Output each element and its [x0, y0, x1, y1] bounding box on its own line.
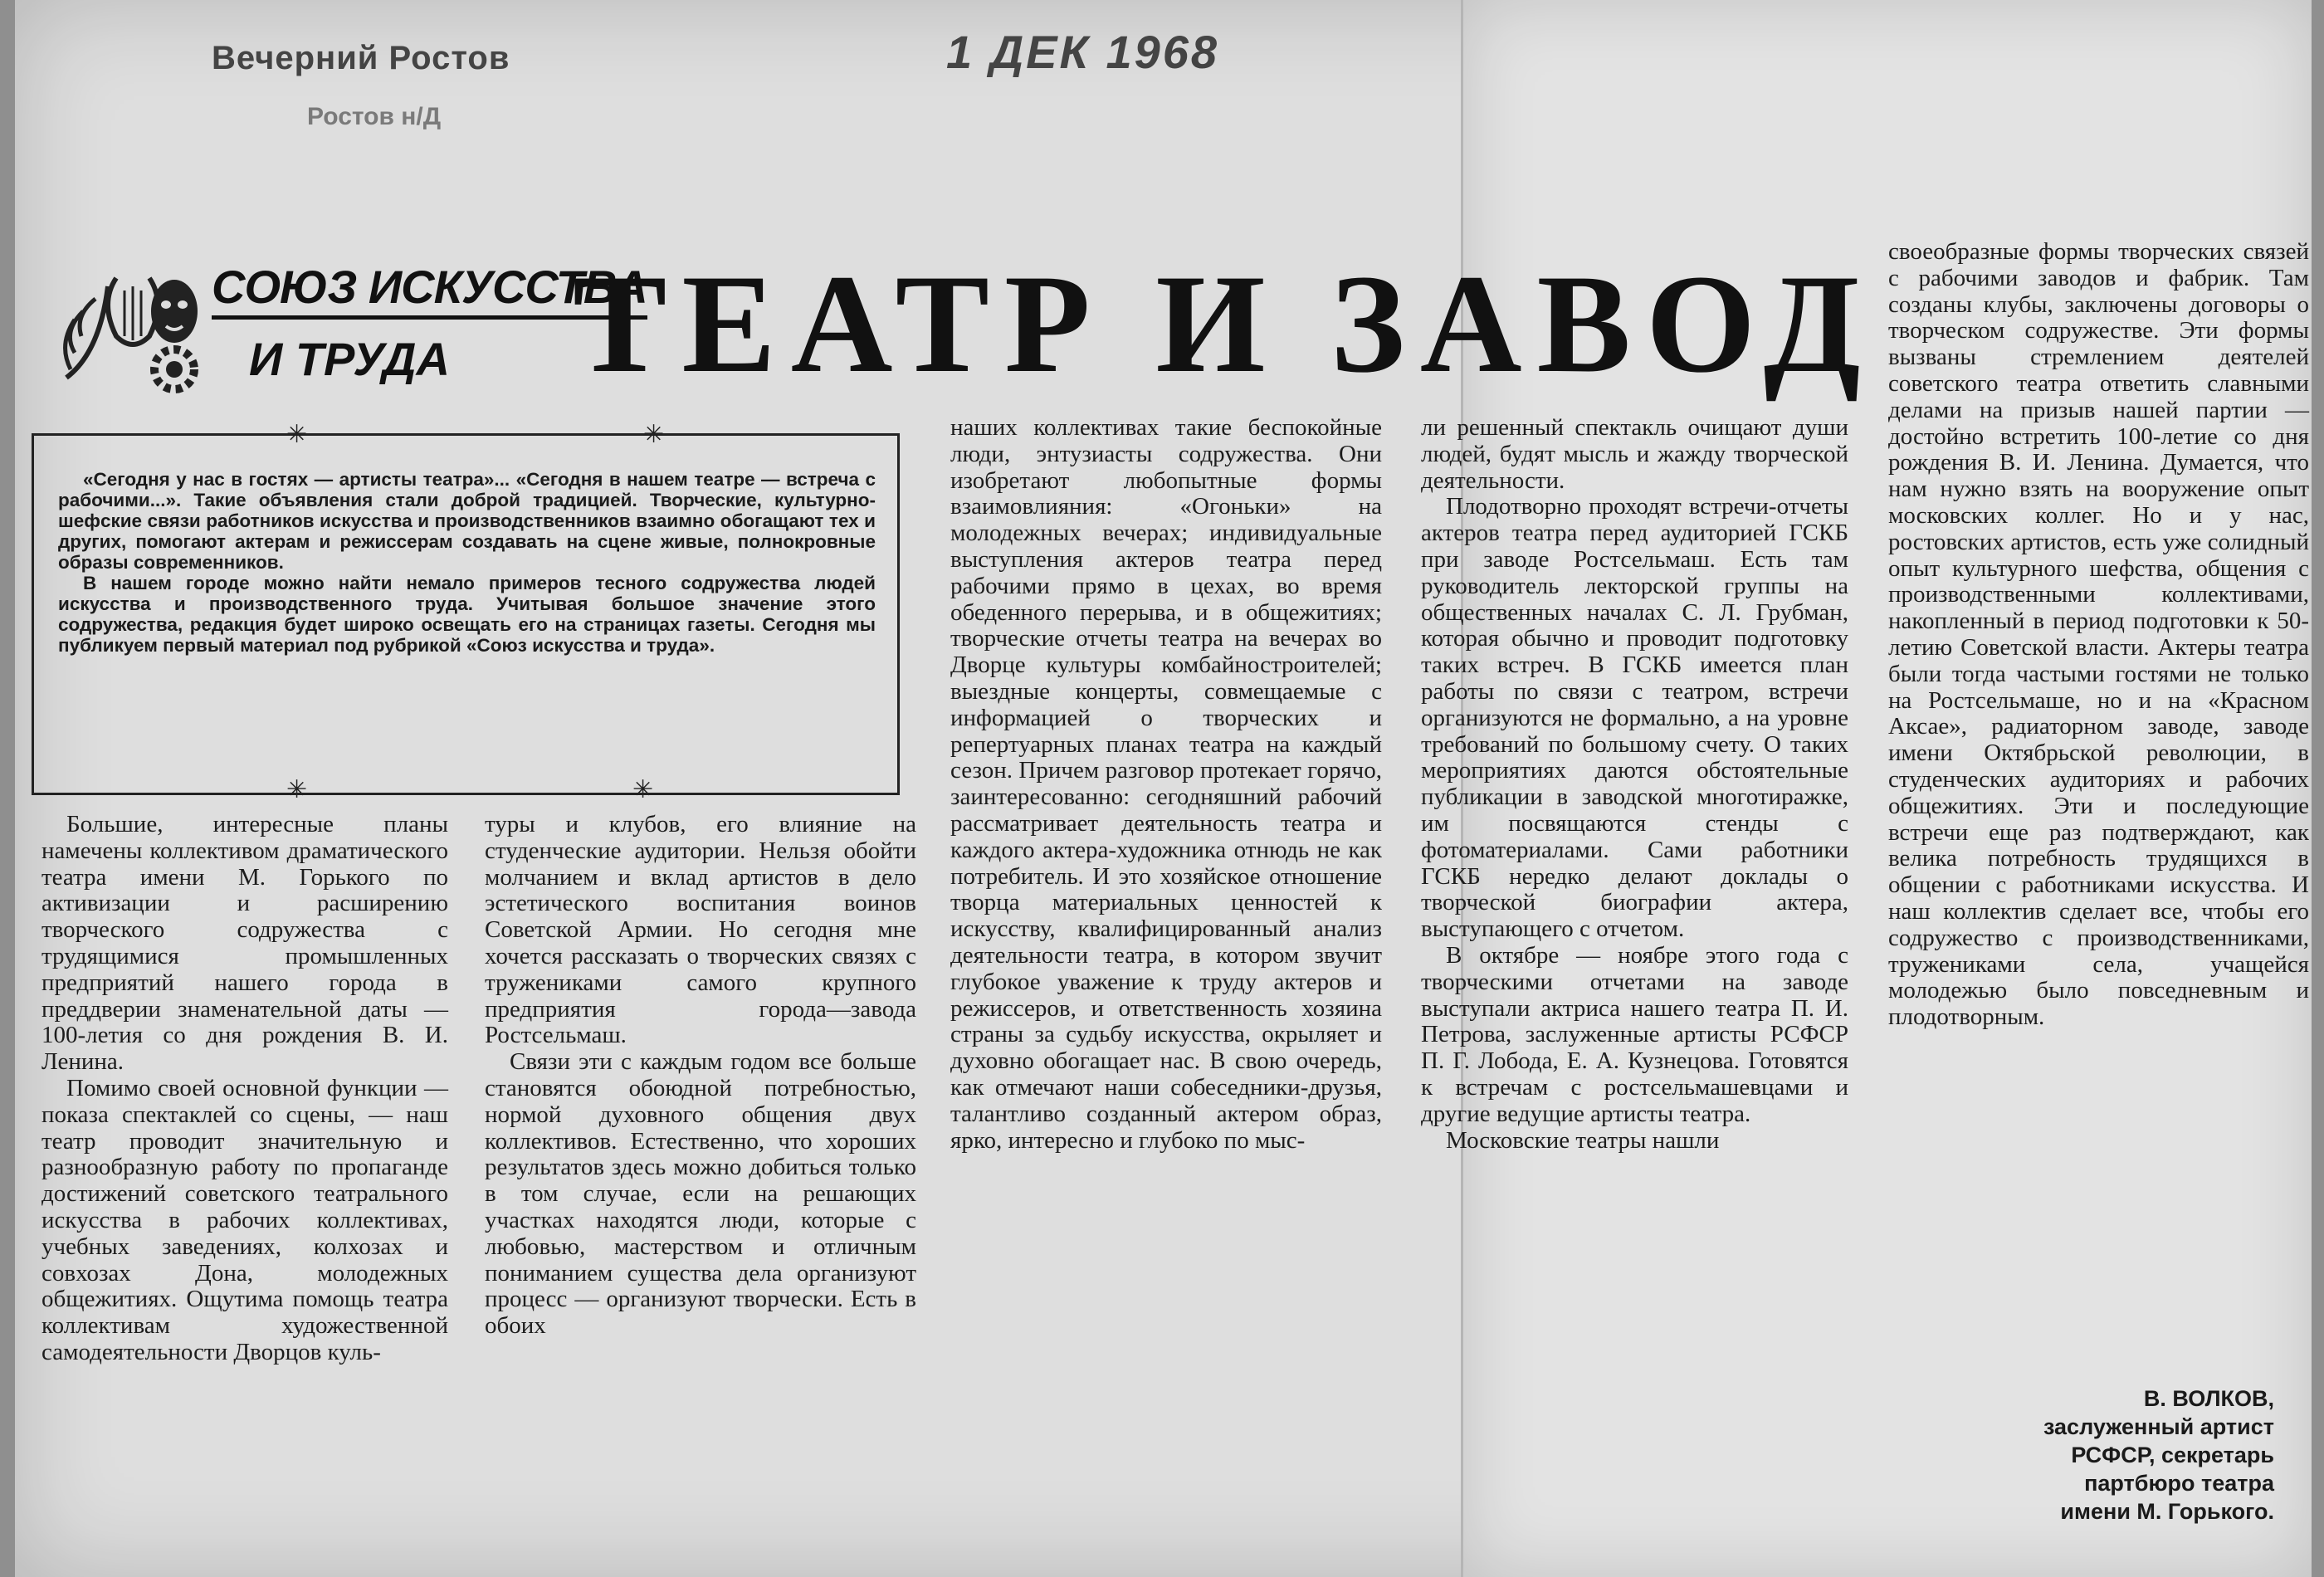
star-ornament-icon: ✳	[632, 775, 654, 804]
lead-paragraph: «Сегодня у нас в гостях — артисты театра»... «Сегодня в нашем театре — встреча с рабочими...». Такие объявления стали доброй традицией. Творческие, культурно-шефские связи работников искусства и производственников взаимно обогащают тех и других, помогают актерам и режиссерам создавать на сцене живые, полнокровные образы современников.	[58, 469, 876, 573]
article-column-5	[1888, 239, 2309, 1031]
paragraph: наших коллективах такие беспокойные люди, энтузиасты содружества. Они изобретают любопытные формы взаимовлияния: «Огоньки» на молодежных вечерах; индивидуальные выступления актеров театра перед рабочими прямо в цехах, во время обеденного перерыва, и в общежитиях; творческие отчеты театра на вечерах во Дворце культуры комбайностроителей; выездные концерты, совмещаемые с информацией о творческих и репертуарных планах театра на каждый сезон. Причем разговор протекает горячо, заинтересованно: сегодняшний рабочий рассматривает деятельность театра и каждого актера-художника отнюдь не как потребитель. И это хозяйское отношение творца материальных ценностей к искусству, квалифицированный анализ деятельности театра, в котором звучит глубокое уважение к труду актеров и режиссеров, и ответственность хозяина страны за судьбу искусства, окрыляет и духовно обогащает нас. В свою очередь, как отмечают наши собеседники-друзья, талантливо созданный актером образ, ярко, интересно и глубоко по мыс-	[950, 414, 1382, 1154]
lead-paragraph: В нашем городе можно найти немало примеров тесного содружества людей искусства и производственного труда. Учитывая большое значение этого содружества, редакция будет широко освещать его на страницах газеты. Сегодня мы публикуем первый материал под рубрикой «Союз искусства и труда».	[58, 573, 876, 656]
star-ornament-icon: ✳	[286, 775, 308, 804]
paragraph: своеобразные формы творческих связей с рабочими заводов и фабрик. Там созданы клубы, заключены договоры о творческом содружестве. Эти формы вызваны стремлением деятелей советского театра ответить славными делами на призыв нашей партии — достойно встретить 100-летие со дня рождения В. И. Ленина. Думается, что нам нужно взять на вооружение опыт московских коллег. Но и у нас, ростовских артистов, есть уже солидный опыт культурного шефства, общения с производственными коллективами, накопленный в период подготовки к 50-летию Советской власти. Актеры театра были тогда частыми гостями не только на Ростсельмаше, но и на «Красном Аксае», радиаторном заводе, заводе имени Октябрьской революции, в студенческих аудиториях и рабочих общежитиях. Эти и последующие встречи еще раз подтверждают, как велика потребность трудящихся в общении с работниками искусства. И наш коллектив сделает все, чтобы его содружество с производственниками, тружениками села, учащейся молодежью было повседневным и плодотворным.	[1888, 238, 2309, 1031]
author-title: имени М. Горького.	[2060, 1499, 2274, 1524]
rubric-title-line2: И ТРУДА	[249, 333, 450, 385]
lyre-mask-gear-emblem-icon	[50, 253, 216, 394]
author-title: заслуженный артист	[2043, 1414, 2274, 1439]
author-name: В. ВОЛКОВ,	[2143, 1386, 2274, 1411]
paragraph: Помимо своей основной функции — показа спектаклей со сцены, — наш театр проводит значительную и разнообразную работу по пропаганде достижений советского театрального искусства в рабочих коллективах, учебных заведениях, колхозах и совхозах Дона, молодежных общежитиях. Ощутима помощь театра коллективам художественной самодеятельности Дворцов куль-	[42, 1074, 448, 1365]
author-title: РСФСР, секретарь	[2071, 1443, 2274, 1467]
star-ornament-icon: ✳	[643, 420, 665, 449]
paragraph: В октябре — ноябре этого года с творческими отчетами на заводе выступали актриса нашего театра П. И. Петрова, заслуженные артисты РСФСР П. Г. Лобода, Е. А. Кузнецова. Готовятся к встречам с ростсельмашевцами и другие ведущие артисты театра.	[1421, 941, 1848, 1127]
article-column-2	[485, 812, 916, 1340]
author-signature	[1942, 1384, 2274, 1526]
author-title: партбюро театра	[2084, 1471, 2274, 1496]
article-headline: ТЕАТР И ЗАВОД	[573, 246, 1876, 402]
archive-stamp-city: Ростов н/Д	[307, 103, 442, 130]
archive-stamp-newspaper: Вечерний Ростов	[212, 40, 510, 76]
rubric-title-line1: СОЮЗ ИСКУССТВА	[212, 260, 647, 320]
article-column-3	[950, 415, 1382, 1154]
archive-stamp-date: 1 ДЕК 1968	[946, 26, 1220, 78]
article-column-4	[1421, 415, 1848, 1154]
paragraph: Связи эти с каждым годом все больше становятся обоюдной потребностью, нормой духовного общения двух коллективов. Естественно, что хороших результатов здесь можно добиться только в том случае, если на решающих участках находятся люди, которые с любовью, мастерством и отличным пониманием существа дела организуют процесс — организуют творчески. Есть в обоих	[485, 1048, 916, 1340]
paragraph: Большие, интересные планы намечены коллективом драматического театра имени М. Горького по активизации и расширению творческого содружества с трудящимися промышленных предприятий нашего города в преддверии знаменательной даты — 100-летия со дня рождения В. И. Ленина.	[42, 811, 448, 1076]
paragraph: Московские театры нашли	[1446, 1126, 1720, 1154]
editorial-lead	[58, 469, 876, 656]
rubric-header	[50, 253, 647, 394]
paragraph: Плодотворно проходят встречи-отчеты актеров театра перед аудиторией ГСКБ при заводе Ростсельмаш. Есть там руководитель лекторской группы на общественных началах С. Л. Грубман, которая обычно и проводит подготовку таких встреч. В ГСКБ имеется план работы по связи с театром, встречи организуются не формально, а на уровне требований по большому счету. О таких мероприятиях даются обстоятельные публикации в заводской многотиражке, им посвящаются стенды с фотоматериалами. Сами работники ГСКБ нередко делают доклады о творческой биографии актера, выступающего с отчетом.	[1421, 493, 1848, 943]
star-ornament-icon: ✳	[286, 420, 308, 449]
paragraph: ли решенный спектакль очищают души людей, будят мысль и жажду творческой деятельности.	[1421, 414, 1848, 494]
paragraph: туры и клубов, его влияние на студенческие аудитории. Нельзя обойти молчанием и вклад артистов в дело эстетического воспитания воинов Советской Армии. Но сегодня мне хочется рассказать о творческих связях с тружениками самого крупного предприятия города—завода Ростсельмаш.	[485, 811, 916, 1049]
article-column-1	[42, 812, 448, 1366]
